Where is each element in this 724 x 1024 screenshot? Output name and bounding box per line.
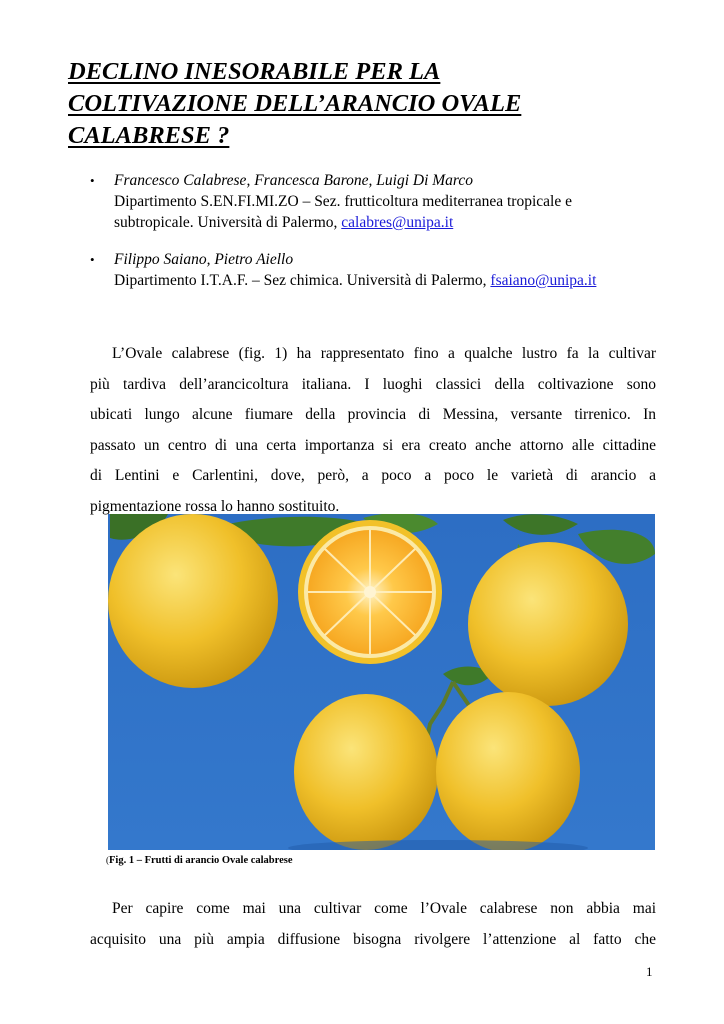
paragraph-line: pigmentazione rossa lo hanno sostituito. — [90, 497, 340, 515]
author-affiliation — [114, 191, 656, 233]
author-entry — [90, 249, 656, 291]
email-link[interactable]: fsaiano@unipa.it — [490, 272, 597, 289]
affiliation-text: subtropicale. Università di Palermo, — [114, 214, 338, 231]
paragraph-line: di Lentini e Carlentini, dove, però, a poco a poco le varietà di arancio a — [90, 467, 656, 484]
author-names: Filippo Saiano, Pietro Aiello — [114, 251, 294, 268]
paragraph-line: acquisito una più ampia diffusione bisogna rivolgere l’attenzione al fatto che — [90, 930, 656, 948]
bullet-icon: • — [90, 252, 95, 267]
authors-list — [90, 170, 656, 291]
oranges-photo — [108, 514, 655, 850]
document-title — [68, 56, 628, 152]
page-number: 1 — [646, 964, 653, 979]
title-line: DECLINO INESORABILE PER LA — [68, 58, 441, 85]
affiliation-text: Dipartimento I.T.A.F. – Sez chimica. Università di Palermo, — [114, 272, 487, 289]
bullet-icon: • — [90, 173, 95, 188]
body-paragraph — [90, 894, 656, 955]
title-line: CALABRESE ? — [68, 122, 230, 149]
author-names: Francesco Calabrese, Francesca Barone, Luigi Di Marco — [114, 172, 474, 189]
affiliation-text: Dipartimento S.EN.FI.MI.ZO – Sez. frutticoltura mediterranea tropicale e — [114, 193, 572, 210]
paragraph-line: passato un centro di una certa importanza si era creato anche attorno alle cittadine — [90, 436, 656, 454]
paragraph-line: ubicati lungo alcune fiumare della provincia di Messina, versante tirrenico. In — [90, 406, 656, 423]
figure-caption — [106, 855, 293, 866]
author-entry — [90, 170, 656, 233]
paragraph-line: più tardiva dell’arancicoltura italiana. I luoghi classici della coltivazione sono — [90, 375, 656, 393]
caption-mark: ( — [106, 855, 109, 865]
body-paragraph — [90, 339, 656, 522]
paragraph-line: L’Ovale calabrese (fig. 1) ha rappresentato fino a qualche lustro fa la cultivar — [112, 345, 656, 362]
caption-text: Fig. 1 – Frutti di arancio Ovale calabrese — [109, 855, 293, 866]
title-line: COLTIVAZIONE DELL’ARANCIO OVALE — [68, 90, 522, 117]
email-link[interactable]: calabres@unipa.it — [341, 214, 454, 231]
author-affiliation — [114, 270, 656, 291]
paragraph-line: Per capire come mai una cultivar come l’Ovale calabrese non abbia mai — [112, 900, 656, 917]
